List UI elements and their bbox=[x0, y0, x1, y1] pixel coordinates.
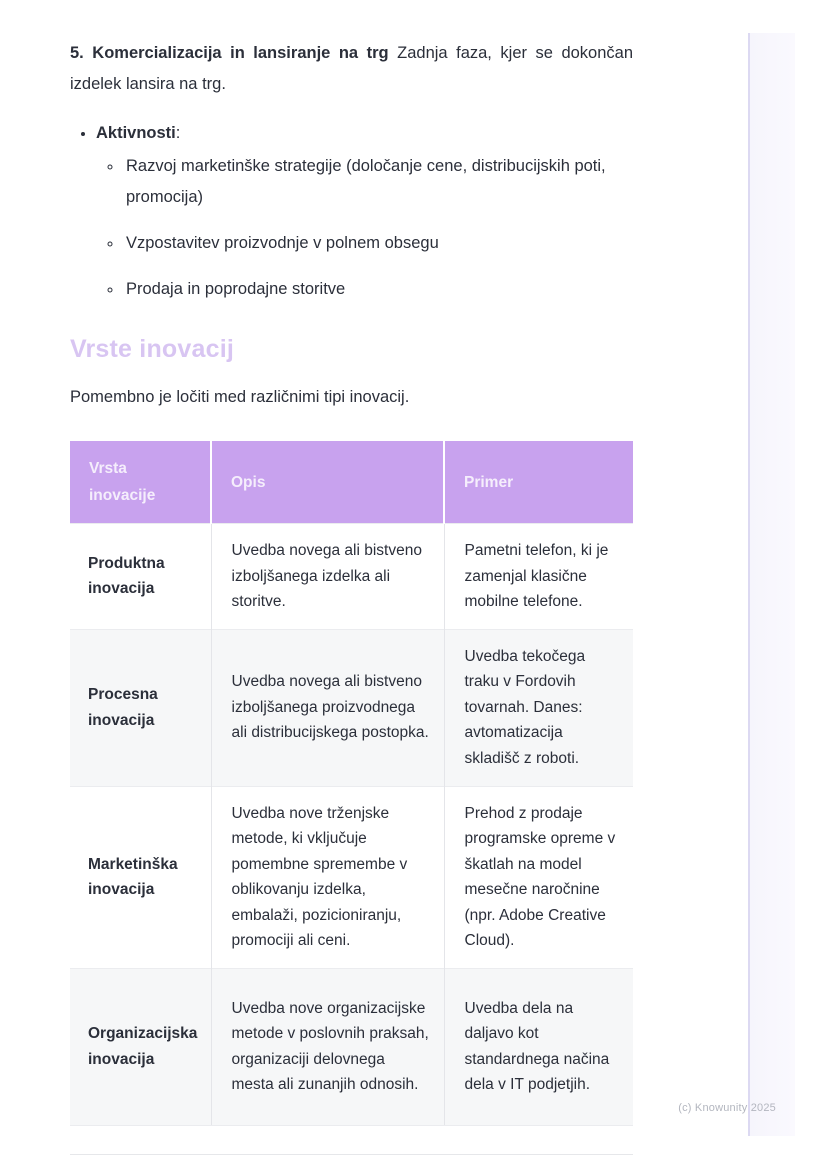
activities-item bbox=[96, 118, 633, 305]
cell-type: Marketinška inovacija bbox=[70, 786, 211, 968]
header-opis: Opis bbox=[211, 441, 444, 524]
cell-opis: Uvedba novega ali bistveno izboljšanega izdelka ali storitve. bbox=[211, 524, 444, 630]
phase5-title: 5. Komercializacija in lansiranje na trg bbox=[70, 44, 389, 62]
phase5-paragraph bbox=[70, 38, 633, 100]
activities-label: Aktivnosti bbox=[96, 124, 176, 142]
table-header-row bbox=[70, 441, 633, 524]
cell-primer: Pametni telefon, ki je zamenjal klasične mobilne telefone. bbox=[444, 524, 633, 630]
cell-type: Organizacijska inovacija bbox=[70, 968, 211, 1125]
cell-primer: Prehod z prodaje programske opreme v škatlah na model mesečne naročnine (npr. Adobe Creative Cloud). bbox=[444, 786, 633, 968]
cell-opis: Uvedba nove organizacijske metode v poslovnih praksah, organizaciji delovnega mesta ali zunanjih odnosih. bbox=[211, 968, 444, 1125]
innovation-types-table bbox=[70, 441, 633, 1126]
activity-item-2: ◦ Vzpostavitev proizvodnje v polnem obsegu bbox=[123, 228, 633, 259]
section-heading-vrste-inovacij: Vrste inovacij bbox=[70, 335, 234, 363]
intro-paragraph: Pomembno je ločiti med različnimi tipi inovacij. bbox=[70, 388, 410, 406]
cell-opis: Uvedba novega ali bistveno izboljšanega proizvodnega ali distribucijskega postopka. bbox=[211, 629, 444, 786]
header-primer: Primer bbox=[444, 441, 633, 524]
cell-opis: Uvedba nove trženjske metode, ki vključuje pomembne spremembe v oblikovanju izdelka, embalaži, pozicioniranju, promociji ali ceni. bbox=[211, 786, 444, 968]
cell-primer: Uvedba tekočega traku v Fordovih tovarnah. Danes: avtomatizacija skladišč z roboti. bbox=[444, 629, 633, 786]
cell-type: Produktna inovacija bbox=[70, 524, 211, 630]
cell-type: Procesna inovacija bbox=[70, 629, 211, 786]
header-vrsta-inovacije: Vrsta inovacije bbox=[70, 441, 211, 524]
table-row-marketinska bbox=[70, 786, 633, 968]
table-row-produktna bbox=[70, 524, 633, 630]
activities-list bbox=[70, 118, 633, 305]
phase5-text: Zadnja faza, kjer se dokončan izdelek lansira na trg. bbox=[70, 44, 634, 93]
table-row-procesna bbox=[70, 629, 633, 786]
activities-sublist bbox=[96, 151, 633, 305]
activity-item-3: ◦ Prodaja in poprodajne storitve bbox=[123, 274, 633, 305]
section-divider bbox=[70, 1154, 633, 1155]
document-content bbox=[70, 38, 633, 1155]
page-edge-stripe bbox=[748, 33, 795, 1136]
activities-colon: : bbox=[175, 124, 181, 142]
copyright-notice: (c) Knowunity 2025 bbox=[678, 1102, 776, 1114]
table-row-organizacijska bbox=[70, 968, 633, 1125]
activity-item-1: ◦ Razvoj marketinške strategije (določanje cene, distribucijskih poti, promocija) bbox=[123, 151, 633, 213]
cell-primer: Uvedba dela na daljavo kot standardnega načina dela v IT podjetjih. bbox=[444, 968, 633, 1125]
